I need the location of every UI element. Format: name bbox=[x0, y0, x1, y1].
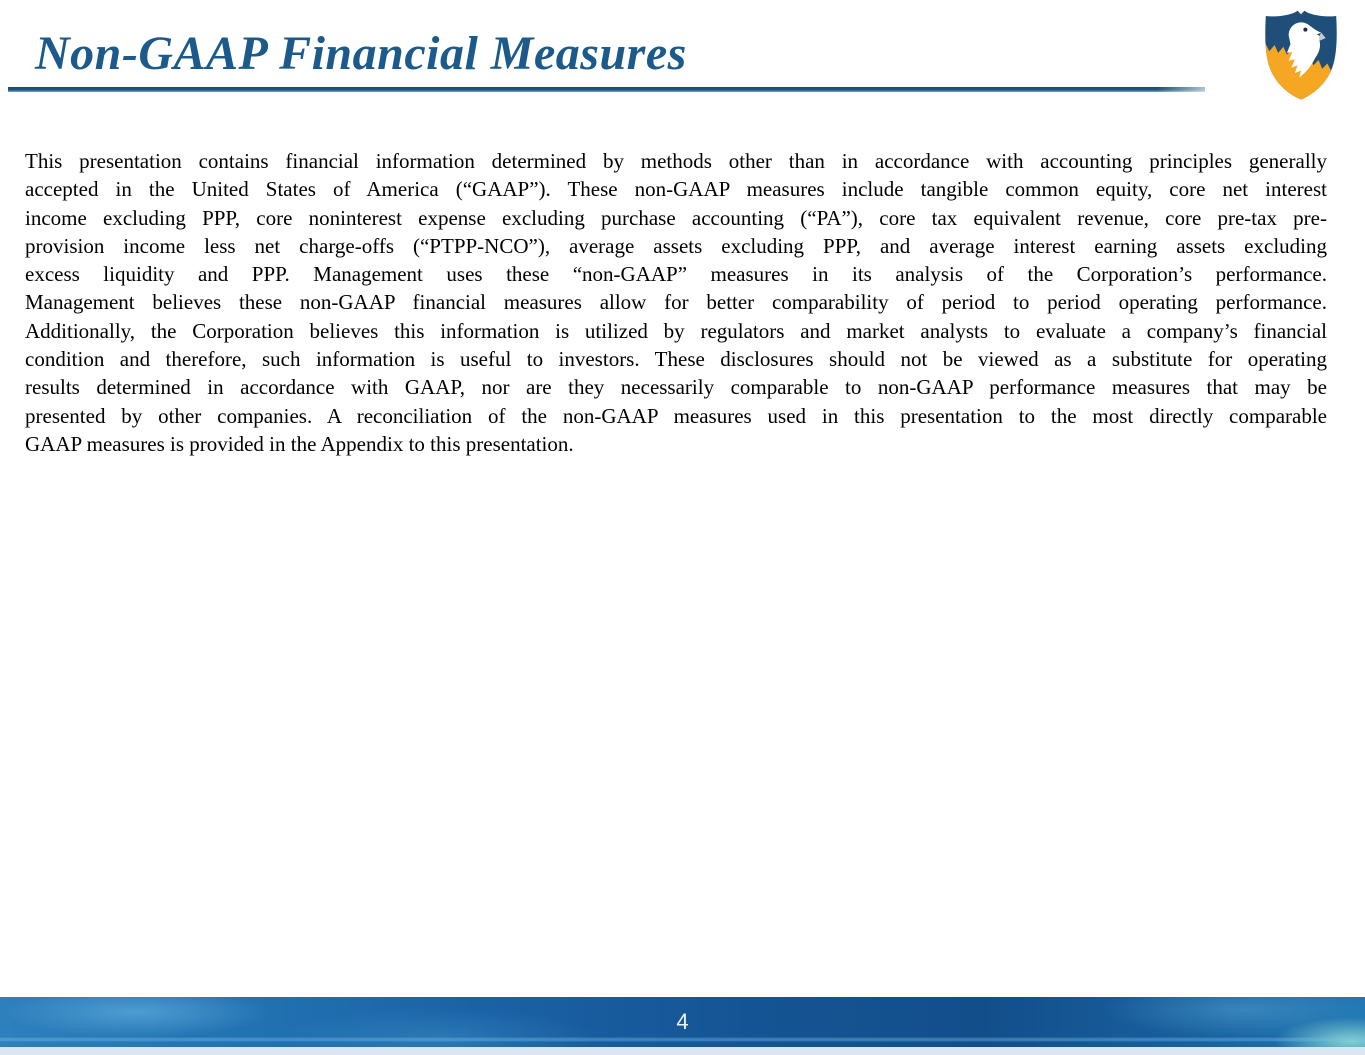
paragraph-line: condition and therefore, such information is useful to investors. These disclosures should not be viewed as a substitute for operating bbox=[25, 347, 1327, 372]
paragraph-line: income excluding PPP, core noninterest expense excluding purchase accounting (“PA”), core tax equivalent revenue, core pre-tax pre- bbox=[25, 205, 1327, 230]
paragraph-line: provision income less net charge-offs (“PTPP-NCO”), average assets excluding PPP, and average interest earning assets excluding bbox=[25, 233, 1327, 258]
paragraph-line: Management believes these non-GAAP financial measures allow for better comparability of period to period operating performance. bbox=[25, 290, 1327, 315]
title-underline bbox=[8, 87, 1205, 92]
paragraph-line: This presentation contains financial information determined by methods other than in accordance with accounting principles generally bbox=[25, 149, 1327, 173]
paragraph-line: presented by other companies. A reconciliation of the non-GAAP measures used in this presentation to the most directly comparable bbox=[25, 403, 1327, 428]
body-paragraph bbox=[25, 147, 1327, 458]
footer-bottom-strip bbox=[0, 1047, 1365, 1055]
footer-bar bbox=[0, 997, 1365, 1047]
page-number: 4 bbox=[676, 1009, 689, 1034]
paragraph-line: results determined in accordance with GAAP, nor are they necessarily comparable to non-GAAP performance measures that may be bbox=[25, 375, 1327, 400]
paragraph-line: GAAP measures is provided in the Appendix to this presentation. bbox=[25, 431, 574, 456]
eagle-shield-logo-icon bbox=[1257, 5, 1345, 107]
page-title: Non-GAAP Financial Measures bbox=[35, 27, 687, 80]
paragraph-line: excess liquidity and PPP. Management uses these “non-GAAP” measures in its analysis of the Corporation’s performance. bbox=[25, 262, 1327, 287]
paragraph-line: Additionally, the Corporation believes this information is utilized by regulators and market analysts to evaluate a company’s financial bbox=[25, 318, 1327, 343]
paragraph-line: accepted in the United States of America (“GAAP”). These non-GAAP measures include tangible common equity, core net interest bbox=[25, 177, 1327, 202]
